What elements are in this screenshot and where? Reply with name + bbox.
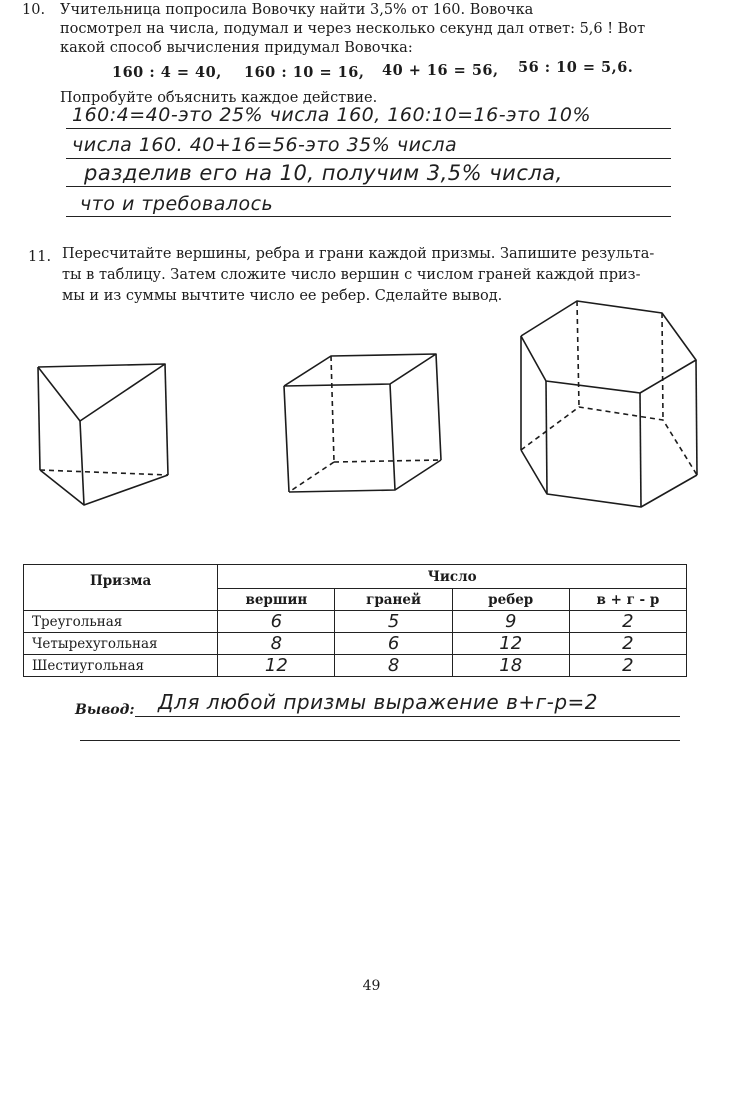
calc-step-3: 40 + 16 = 56, bbox=[382, 62, 499, 79]
header-vertices: вершин bbox=[218, 589, 335, 611]
answer-handwriting-4: что и требовалось bbox=[80, 193, 274, 215]
header-number: Число bbox=[218, 565, 687, 589]
calc-step-4: 56 : 10 = 5,6. bbox=[518, 59, 634, 76]
conclusion-label: Вывод: bbox=[75, 702, 135, 718]
conclusion-handwriting: Для любой призмы выражение в+г-р=2 bbox=[158, 690, 599, 714]
cell-edges: 12 bbox=[452, 633, 569, 655]
cell-faces: 5 bbox=[335, 611, 452, 633]
row-name: Шестиугольная bbox=[24, 655, 218, 677]
answer-rule-3 bbox=[66, 186, 671, 187]
task11-line2: ты в таблицу. Затем сложите число вершин с числом граней каждой приз- bbox=[62, 267, 641, 283]
cell-vertices: 12 bbox=[218, 655, 335, 677]
answer-rule-2 bbox=[66, 158, 671, 159]
row-name: Треугольная bbox=[24, 611, 218, 633]
task11-number: 11. bbox=[28, 249, 52, 265]
cell-edges: 9 bbox=[452, 611, 569, 633]
header-prism: Призма bbox=[24, 565, 218, 611]
calc-step-1: 160 : 4 = 40, bbox=[112, 64, 222, 81]
cell-faces: 8 bbox=[335, 655, 452, 677]
cell-faces: 6 bbox=[335, 633, 452, 655]
task10-number: 10. bbox=[22, 2, 46, 18]
cell-result: 2 bbox=[569, 655, 686, 677]
task11-line1: Пересчитайте вершины, ребра и грани каждой призмы. Запишите результа- bbox=[62, 246, 655, 262]
conclusion-rule-1 bbox=[135, 716, 680, 717]
answer-handwriting-3: разделив его на 10, получим 3,5% числа, bbox=[84, 161, 563, 185]
cell-vertices: 6 bbox=[218, 611, 335, 633]
table-row bbox=[24, 633, 687, 655]
header-faces: граней bbox=[335, 589, 452, 611]
row-name: Четырехугольная bbox=[24, 633, 218, 655]
calc-step-2: 160 : 10 = 16, bbox=[244, 64, 365, 81]
answer-handwriting-1: 160:4=40-это 25% числа 160, 160:10=16-это 10% bbox=[72, 104, 592, 126]
triangular-prism-figure bbox=[38, 364, 168, 505]
cell-result: 2 bbox=[569, 611, 686, 633]
conclusion-rule-2 bbox=[80, 740, 680, 741]
prisms-illustration bbox=[0, 300, 743, 510]
answer-rule-1 bbox=[66, 128, 671, 129]
task10-prompt: Попробуйте объяснить каждое действие. bbox=[60, 90, 378, 106]
task10-line2: посмотрел на числа, подумал и через несколько секунд дал ответ: 5,6 ! Вот bbox=[60, 21, 646, 37]
page-number: 49 bbox=[362, 978, 381, 994]
header-formula: в + г - р bbox=[569, 589, 686, 611]
cell-vertices: 8 bbox=[218, 633, 335, 655]
answer-handwriting-2: числа 160. 40+16=56-это 35% числа bbox=[72, 134, 458, 156]
hexagonal-prism-figure bbox=[521, 301, 697, 507]
table-row bbox=[24, 611, 687, 633]
header-edges: ребер bbox=[452, 589, 569, 611]
cell-edges: 18 bbox=[452, 655, 569, 677]
task10-line3: какой способ вычисления придумал Вовочка: bbox=[60, 40, 413, 56]
quadrilateral-prism-figure bbox=[284, 354, 441, 492]
prism-table bbox=[23, 564, 687, 677]
task11-line3: мы и из суммы вычтите число ее ребер. Сделайте вывод. bbox=[62, 288, 503, 304]
answer-rule-4 bbox=[66, 216, 671, 217]
cell-result: 2 bbox=[569, 633, 686, 655]
task10-line1: Учительница попросила Вовочку найти 3,5% от 160. Вовочка bbox=[60, 2, 534, 18]
table-row bbox=[24, 655, 687, 677]
